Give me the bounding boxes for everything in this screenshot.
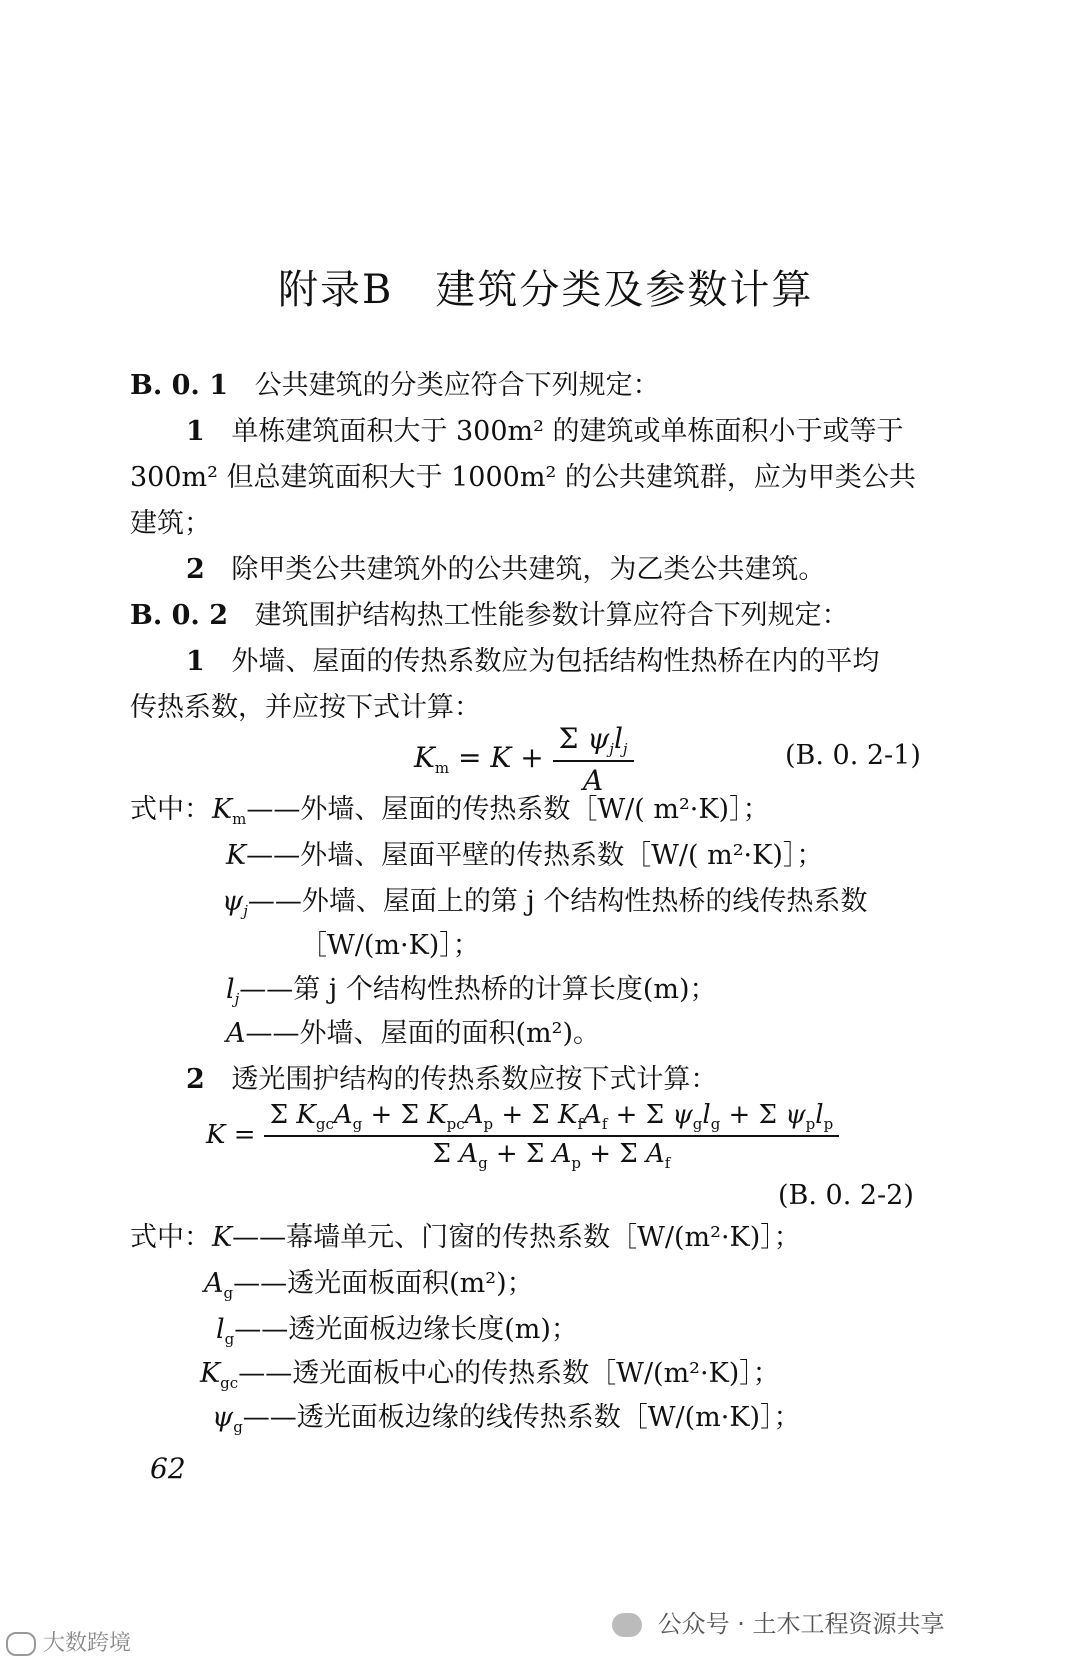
where-item-lj: $l_j——$第 j 个结构性热桥的计算长度(m)； xyxy=(226,974,717,1008)
clause-b02 xyxy=(130,598,849,634)
item-text: 透光围护结构的传热系数应按下式计算： xyxy=(231,1064,718,1095)
where-item-k: K——外墙、屋面平壁的传热系数［W/( m²·K)］； xyxy=(226,840,824,871)
where-item-a: A——外墙、屋面的面积(m²)。 xyxy=(226,1018,600,1049)
where-item-psij-cont: ［W/(m·K)］； xyxy=(300,930,480,961)
b01-item1-line2: 300m² 但总建筑面积大于 1000m² 的公共建筑群，应为甲类公共 xyxy=(130,462,916,493)
where-item-km: $K_m——$外墙、屋面的传热系数［W/( m²·K)］； xyxy=(212,794,770,828)
logo-icon xyxy=(6,1632,36,1656)
clause-label: B. 0. 1 xyxy=(130,370,228,401)
b02-item1-line2: 传热系数，并应按下式计算： xyxy=(130,692,481,723)
where-prefix: 式中： xyxy=(130,794,211,825)
b02-item2 xyxy=(186,1062,717,1098)
equation-b02-2: K = $\frac{\Sigma K_{gc}A_g + \Sigma K_{pc}A_p + \Sigma K_fA_f + \Sigma \psi_gl_g + \Sigma \psi_pl_p}{\Sigma A_g + \Sigma A_p + \Sigma A_f}$ xyxy=(206,1100,839,1172)
where-item-psig: $\psi_g——$透光面板边缘的线传热系数［W/(m·K)］； xyxy=(212,1402,801,1436)
b01-item2 xyxy=(186,552,825,588)
where-item-k2: K——幕墙单元、门窗的传热系数［W/(m²·K)］； xyxy=(212,1222,801,1253)
page-number: 62 xyxy=(150,1452,186,1485)
equation-number: (B. 0. 2-1) xyxy=(785,740,921,771)
clause-text: 公共建筑的分类应符合下列规定： xyxy=(254,370,660,401)
appendix-title: 附录B 建筑分类及参数计算 xyxy=(278,267,814,313)
where-item-kgc: $K_{gc}——$透光面板中心的传热系数［W/(m²·K)］； xyxy=(200,1358,780,1392)
b02-item1-line1 xyxy=(186,644,879,680)
where-item-lg: $l_g——$透光面板边缘长度(m)； xyxy=(216,1314,578,1348)
item-text: 外墙、屋面的传热系数应为包括结构性热桥在内的平均 xyxy=(231,646,880,677)
item-text: 单栋建筑面积大于 300m² 的建筑或单栋面积小于或等于 xyxy=(231,416,904,447)
equation-number: (B. 0. 2-2) xyxy=(778,1180,914,1211)
equation-b02-1: $K_m = K$ + $\frac{\Sigma \psi_jl_j}{A}$ xyxy=(414,722,634,797)
clause-b01 xyxy=(130,368,660,404)
item-number: 2 xyxy=(186,554,205,585)
where-item-ag: $A_g——$透光面板面积(m²)； xyxy=(204,1268,534,1302)
clause-label: B. 0. 2 xyxy=(130,600,228,631)
watermark: 公众号 · 土木工程资源共享 xyxy=(612,1604,945,1639)
b01-item1-line1 xyxy=(186,414,904,450)
item-number: 1 xyxy=(186,416,205,447)
item-number: 1 xyxy=(186,646,205,677)
item-number: 2 xyxy=(186,1064,205,1095)
clause-text: 建筑围护结构热工性能参数计算应符合下列规定： xyxy=(254,600,849,631)
wechat-icon xyxy=(612,1613,642,1637)
item-text: 除甲类公共建筑外的公共建筑，为乙类公共建筑。 xyxy=(231,554,826,585)
where-prefix: 式中： xyxy=(130,1222,211,1253)
where-item-psij: $\psi_j——$外墙、屋面上的第 j 个结构性热桥的线传热系数 xyxy=(222,886,868,920)
b01-item1-line3: 建筑； xyxy=(130,508,211,539)
corner-logo: 大数跨境 xyxy=(6,1626,131,1657)
